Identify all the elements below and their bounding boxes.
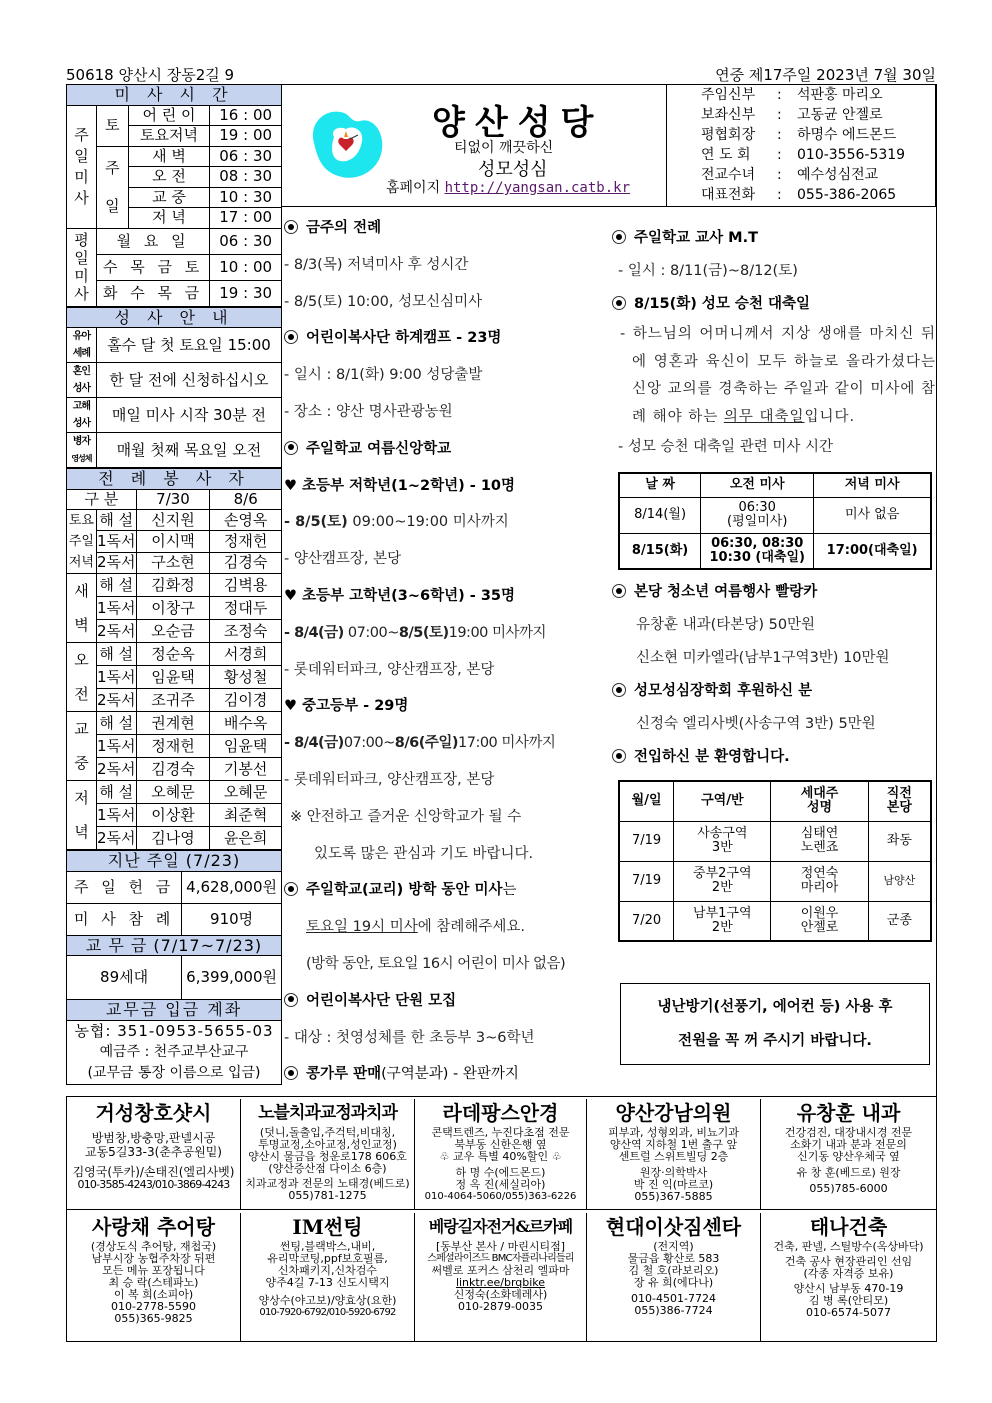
homepage-label: 홈페이지: [386, 180, 441, 196]
radio-bullet-icon: [284, 1066, 298, 1080]
newcomers-table: 월/일 구역/반 세대주 성명 직전 본당 7/19 사송구역 3반 심태연 노렌죠 좌동 7/19 중부2구역 2반 정연숙 마리아 남양산 7/20 남부1구역 2반 이원우 안젤로 군종: [618, 780, 932, 942]
homepage: [386, 177, 630, 197]
linktree-link[interactable]: linktr.ee/brqbike: [455, 1276, 546, 1289]
group-title: ♥ 초등부 고학년(3~6학년) - 35명: [284, 587, 516, 604]
sacrament-label: 병자 영성체: [67, 433, 97, 468]
bulletin-date: 연중 제17주일 2023년 7월 30일: [715, 66, 936, 84]
radio-bullet-icon: [612, 230, 626, 244]
ad-card: 거성창호샷시 방범창,방충망,판넬시공 교동5길33-3(춘추공원밑) 김영국(투카)/손태진(엘리사벳) 010-3585-4243/010-3869-4243: [67, 1099, 241, 1209]
ad-card: 태나건축 건축, 판넬, 스틸방수(옥상바닥) 건축 공사 현장관리인 선임 (각종 자격증 보유) 양산시 남부동 470-19 김 병 록(안티모) 010-6574-5077: [773, 1215, 924, 1319]
homepage-link[interactable]: http://yangsan.catb.kr: [444, 180, 630, 196]
middle-column: 금주의 전례 - 8/3(목) 저녁미사 후 성시간 - 8/5(토) 10:00, 성모신심미사 어린이복사단 하계캠프 - 23명 - 일시 : 8/1(화) 9:00 성당출발 - 장소 : 양산 명사관광농원 주일학교 여름신앙학교 ♥ 초등부 저학년(1~2학년) - 10명 - 8/5(토) 09:00~19:00 미사까지 - 양산캠프장, 본당 ♥ 초등부 고학년(3~6학년) - 35명 - 8/4(금) 07:00~8/5(토)19:00 미사까지 - 롯데워터파크, 양산캠프장, 본당 ♥ 중고등부 - 29명 - 8/4(금)07:00~8/6(주일)17:00 미사까지 - 롯데워터파크, 양산캠프장, 본당 ※ 안전하고 즐거운 신앙학교가 될 수 있도록 많은 관심과 기도 바랍니다. 주일학교(교리) 방학 동안 미사는 토요일 19시 미사에 참례해주세요. (방학 동안, 토요일 16시 어린이 미사 없음) 어린이복사단 단원 모집 - 대상 : 첫영성체를 한 초등부 3~6학년 콩가루 판매(구역분과) - 완판까지: [284, 210, 608, 1093]
radio-bullet-icon: [284, 220, 298, 234]
sacrament-label: 고해 성사: [67, 398, 97, 433]
church-address: 50618 양산시 장동2길 9: [66, 66, 235, 84]
section-title: 전입하신 분 환영합니다.: [612, 741, 936, 774]
servers-title: 전 례 봉 사 자: [67, 469, 282, 490]
feast-mass-table: 날 짜 오전 미사 저녁 미사 8/14(월) 06:30 (평일미사) 미사 없음 8/15(화) 06:30, 08:30 10:30 (대축일) 17:00(대축일): [618, 472, 932, 570]
sacraments-title: 성 사 안 내: [67, 307, 282, 328]
church-name: 양산성당: [432, 103, 604, 143]
group-label: 새 벽: [67, 574, 97, 643]
divider: [282, 206, 937, 207]
section-title: 금주의 전례: [284, 210, 608, 247]
section-title: 본당 청소년 여름행사 빨랑카: [612, 576, 936, 609]
section-title: 어린이복사단 단원 모집: [284, 983, 608, 1020]
last-sunday-title: 지난 주일 (7/23): [67, 851, 282, 872]
ad-card: 라데팡스안경 콘택트렌즈, 누진다초점 전문 북부동 신한은행 옆 ♧ 교우 특별 40%할인 ♧ 하 명 수(에드몬드) 정 옥 진(세실리아) 010-4064-5060/055)363-6226: [415, 1099, 587, 1209]
mass-times-title: 미 사 시 간: [67, 85, 282, 106]
section-title: 주일학교 여름신앙학교: [284, 431, 608, 468]
sacrament-label: 혼인 성사: [67, 363, 97, 398]
group-title: ♥ 초등부 저학년(1~2학년) - 10명: [284, 477, 516, 494]
motto-line2: 성모성심: [478, 159, 548, 180]
section-title: 8/15(화) 성모 승천 대축일: [612, 288, 936, 321]
group-label: 토요 주일 저녁: [67, 510, 97, 574]
radio-bullet-icon: [612, 683, 626, 697]
masthead: [282, 84, 666, 206]
ad-card: 유창훈 내과 건강검진, 대장내시경 전문 소화기 내과 분과 전문의 신기동 양산우체국 옆 유 창 훈(베드로) 원장 055)785-6000: [784, 1101, 913, 1195]
section-title: 콩가루 판매(구역분과) - 완판까지: [284, 1056, 608, 1093]
table-row: 7/20 남부1구역 2반 이원우 안젤로 군종: [619, 901, 931, 941]
radio-bullet-icon: [284, 441, 298, 455]
radio-bullet-icon: [612, 749, 626, 763]
saturday-label: 토: [96, 105, 128, 146]
staff-row: 연 도 회 : 010-3556-5319: [701, 147, 906, 163]
staff-row: 대표전화 : 055-386-2065: [701, 187, 897, 203]
left-sidebar: [66, 84, 282, 1085]
group-title: ♥ 중고등부 - 29명: [284, 698, 409, 715]
divider: [67, 1209, 936, 1210]
feast-description: - 하느님의 어머니께서 지상 생애를 마치신 뒤에 영혼과 육신이 모두 하늘로 올라가셨다는 신앙 교의를 경축하는 주일과 같이 미사에 참례 해야 하는 의무 대축일입니다.: [620, 326, 936, 425]
ad-card: 양산강남의원 피부과, 성형외과, 비뇨기과 양산역 지하철 1번 출구 앞 센트럴 스위트빌딩 2층 원장·의학박사 박 진 익(마르코) 055)367-5885: [587, 1099, 761, 1209]
radio-bullet-icon: [284, 882, 298, 896]
staff-row: 전교수녀 : 예수성심전교: [701, 167, 879, 183]
table-row: 7/19 사송구역 3반 심태연 노렌죠 좌동: [619, 821, 931, 861]
radio-bullet-icon: [284, 330, 298, 344]
group-label: 오 전: [67, 643, 97, 712]
staff-row: 주임신부 : 석판홍 마리오: [701, 87, 883, 103]
staff-row: 평협회장 : 하명수 에드몬드: [701, 127, 897, 143]
last-sunday-table: 지난 주일 (7/23) 주 일 헌 금 4,628,000원 미 사 참 례 910명 교 무 금 (7/17~7/23) 89세대 6,399,000원 교무금 입금 계좌 농협: 351-0953-5655-03 예금주 : 천주교부산교구 (교무금 통장 이름으로 입금): [66, 850, 282, 1085]
group-label: 교 중: [67, 712, 97, 781]
dues-title: 교 무 금 (7/17~7/23): [67, 935, 282, 956]
ads-grid: [66, 1096, 937, 1342]
church-logo-icon: [304, 103, 388, 181]
sacraments-table: 성 사 안 내 유아 세례 홀수 달 첫 토요일 15:00 혼인 성사 한 달 전에 신청하십시오 고해 성사 매일 미사 시작 30분 전 병자 영성체 매월 첫째 목요일 오전: [66, 307, 282, 469]
staff-directory: [666, 84, 936, 206]
ad-card: 사랑채 추어탕 (경상도식 추어탕, 재첩국) 남부시장 농협주차장 뒤편 모든 메뉴 포장됩니다 최 승 락(스테파노) 이 복 희(소피아) 010-2778-5590 055)365-9825: [67, 1213, 241, 1341]
divider: [936, 84, 937, 1096]
group-label: 저 녁: [67, 781, 97, 850]
section-title: 주일학교 교사 M.T: [612, 222, 936, 255]
ad-card: 베랑길자전거&르카페 [동부산 본사 / 마린시티점] 스페셜라이즈드 BMC자플리나리들리 써벨로 포커스 삼천리 엘파마 linktr.ee/brqbike 신정숙(소화데레사) 010-2879-0035: [415, 1213, 587, 1341]
radio-bullet-icon: [612, 296, 626, 310]
table-row: 7/19 중부2구역 2반 정연숙 마리아 남양산: [619, 861, 931, 901]
staff-row: 보좌신부 : 고동균 안젤로: [701, 107, 883, 123]
ad-card: IM썬팅 썬팅,블랙박스,내비, 유리막코팅,ppf보호필름, 신차패키지,신차검수 양주4길 7-13 신도시택지 양상수(야고보)/양효상(요한) 010-7920-6792/010-5920-6792: [241, 1213, 415, 1341]
right-column: 주일학교 교사 M.T - 일시 : 8/11(금)~8/12(토) 8/15(화) 성모 승천 대축일 - 하느님의 어머니께서 지상 생애를 마치신 뒤에 영혼과 육신이 모두 하늘로 올라가셨다는 신앙 교의를 경축하는 주일과 같이 미사에 참례 해야 하는 의무 대축일입니다. - 성모 승천 대축일 관련 미사 시간 날 짜 오전 미사 저녁 미사 8/14(월) 06:30 (평일미사) 미사 없음 8/15(화) 06:30, 08:30 10:30 (대축일) 17:00(대축일) 본당 청소년 여름행사 빨랑카 유창훈 내과(타본당) 50만원 신소현 미카엘라(남부1구역3반) 10만원 성모성심장학회 후원하신 분 신정숙 엘리사벳(사송구역 3반) 5만원 전입하신 분 환영합니다. 월/일 구역/반 세대주 성명 직전 본당 7/19 사송구역 3반 심태연 노렌죠 좌동 7/19 중부2구역 2반 정연숙 마리아 남양산 7/20 남부1구역 2반 이원우 안젤로 군종: [612, 222, 936, 942]
ad-card: 노블치과교정과치과 (덧니,돌출입,주걱턱,비대칭, 투명교정,소아교정,성인교정) 양산시 물금읍 청운로178 606호 (양산증산점 다이소 6층) 치과교정과 전문의 노태경(베드로) 055)781-1275: [241, 1099, 415, 1209]
section-title: 성모성심장학회 후원하신 분: [612, 675, 936, 708]
section-title: 주일학교(교리) 방학 동안 미사는: [284, 872, 608, 909]
radio-bullet-icon: [612, 584, 626, 598]
sunday-mass-label: 주 일 미 사: [67, 105, 97, 228]
account-info: 농협: 351-0953-5655-03 예금주 : 천주교부산교구 (교무금 통장 이름으로 입금): [67, 1020, 282, 1084]
sacrament-label: 유아 세례: [67, 328, 97, 363]
liturgy-servers-table: 전 례 봉 사 자 구 분 7/30 8/6 토요 주일 저녁 해 설 신지원 손영옥 1독서 이시맥 정재헌 2독서 구소현 김경숙 새 벽 해 설 김화정 김벽용 1독서 이창구 정대두 2독서 오순금 조정숙 오 전 해 설 정순옥 서경희 1독서 임윤택 황성철 2독서 조귀주 김이경 교 중 해 설 권계현 배수옥 1독서 정재헌 임윤택 2독서 김경숙 기봉선 저 녁 해 설 오혜문 오혜문 1독서 이상환 최준혁 2독서 김나영 윤은희: [66, 468, 282, 850]
mass-times-table: 미 사 시 간 주 일 미 사 토 어 린 이 16 : 00 토요저녁 19 : 00 주 일 새 벽 06 : 30 오 전 08 : 30 교 중 10 : 30 저 녁 17 : 00 평 일 미 사 월 요 일 06 : 30 수 목 금 토 10 : 00 화 수 목 금 19 : 30: [66, 84, 282, 307]
weekday-mass-label: 평 일 미 사: [67, 228, 97, 306]
account-title: 교무금 입금 계좌: [67, 1000, 282, 1021]
ad-card: 현대이삿짐센타 (전지역) 물금읍 황산로 583 김 철 호(라보리오) 장 유 희(에다나) 010-4501-7724 055)386-7724: [587, 1213, 761, 1341]
motto-line1: 티없이 깨끗하신: [454, 140, 554, 156]
sunday-label: 주 일: [96, 146, 128, 228]
power-notice-box: 냉난방기(선풍기, 에어컨 등) 사용 후 전원을 꼭 꺼 주시기 바랍니다.: [620, 983, 930, 1065]
section-title: 어린이복사단 하계캠프 - 23명: [284, 320, 608, 357]
radio-bullet-icon: [284, 993, 298, 1007]
